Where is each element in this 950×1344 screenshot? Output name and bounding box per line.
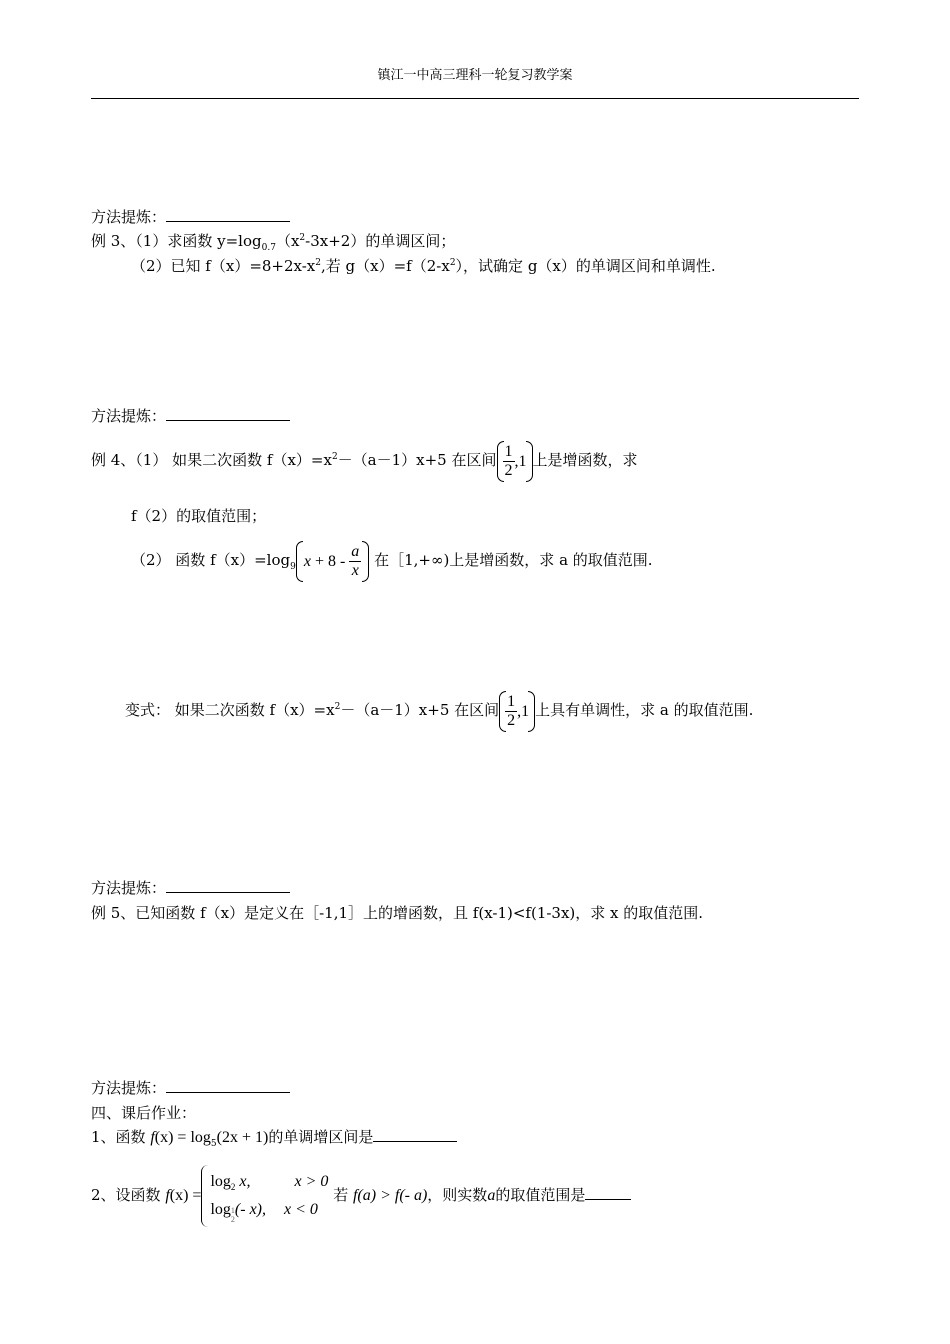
variant-exponent: 2 <box>334 702 341 712</box>
answer-blank[interactable] <box>373 1127 457 1142</box>
example-3-part-1 <box>91 231 455 251</box>
piecewise-brace <box>201 1165 208 1227</box>
section-title: 四、课后作业： <box>91 1104 197 1122</box>
fraction-denominator: 2 <box>504 462 513 479</box>
ex4-text: 上是增函数，求 <box>532 451 638 469</box>
example-5 <box>91 903 703 923</box>
answer-blank[interactable] <box>585 1185 631 1200</box>
fraction-numerator: 1 <box>230 1206 235 1215</box>
fraction-numerator: a <box>351 543 360 560</box>
fraction-numerator: 1 <box>504 443 513 460</box>
section-4-title <box>91 1103 196 1123</box>
fraction-denominator: x <box>351 562 359 579</box>
answer-blank[interactable] <box>166 1078 290 1093</box>
ex3-exponent: 2 <box>299 233 306 243</box>
fraction-denominator: 2 <box>507 712 516 729</box>
log-argument-parens <box>296 541 369 582</box>
ex3-log-base: 0.7 <box>261 243 276 253</box>
variant-text: －（a－1）x+5 在区间 <box>340 701 500 719</box>
hw2-text: ，则实数 <box>427 1186 488 1204</box>
inequality: f(a) > f(- a) <box>352 1187 428 1204</box>
ex4-text: －（a－1）x+5 在区间 <box>337 451 497 469</box>
hw1-text: 1、函数 <box>91 1128 151 1146</box>
method-label: 方法提炼： <box>91 407 167 425</box>
ex4-text: 在［1,+∞)上是增函数，求 a 的取值范围. <box>374 551 653 569</box>
method-summary-3 <box>91 878 290 898</box>
ex3-text: -3x+2）的单调区间； <box>305 232 456 250</box>
ex3-exponent: 2 <box>315 258 322 268</box>
case-condition: x > 0 <box>294 1173 329 1190</box>
interval-parens <box>497 441 533 482</box>
fraction <box>505 693 517 730</box>
example-4-part-1 <box>91 440 638 482</box>
homework-1 <box>91 1127 457 1148</box>
variant-text: 变式： 如果二次函数 f（x）=x <box>125 701 335 719</box>
method-summary-1 <box>91 207 290 227</box>
var-x: x <box>303 552 311 570</box>
method-label: 方法提炼： <box>91 1079 167 1097</box>
ex4-log-base: 9 <box>290 562 296 572</box>
hw2-text: 若 <box>328 1186 353 1204</box>
log-text: = log <box>173 1129 211 1146</box>
expr-plus-8: + 8 - <box>310 552 350 570</box>
log-text: log <box>210 1173 231 1190</box>
case-1 <box>210 1168 328 1196</box>
ex3-exponent: 2 <box>449 258 456 268</box>
hw2-text: 2、设函数 <box>91 1186 166 1204</box>
variant-text: 上具有单调性，求 a 的取值范围. <box>535 701 754 719</box>
log-text: log <box>210 1201 231 1218</box>
ex3-text: 例 3、（1）求函数 y=log <box>91 232 262 250</box>
ex3-text: ,若 g（x）=f（2-x <box>321 257 450 275</box>
fraction <box>503 443 515 480</box>
case-condition: x < 0 <box>284 1201 318 1218</box>
fraction-numerator: 1 <box>507 693 516 710</box>
func-arg: (x) <box>154 1129 174 1146</box>
page-header: 镇江一中高三理科一轮复习教学案 <box>377 68 573 83</box>
fraction <box>349 543 361 580</box>
log-base: 5 <box>210 1139 217 1149</box>
func-f: f <box>150 1129 155 1146</box>
method-label: 方法提炼： <box>91 208 167 226</box>
fraction-denominator: 2 <box>230 1215 235 1224</box>
answer-blank[interactable] <box>166 406 290 421</box>
hw2-text: 的取值范围是 <box>495 1186 586 1204</box>
interval-right: ,1 <box>514 452 527 470</box>
ex3-text: （2）已知 f（x）=8+2x-x <box>131 257 316 275</box>
log-arg: (2x + 1) <box>216 1129 269 1146</box>
var-a: a <box>487 1187 496 1204</box>
method-label: 方法提炼： <box>91 879 167 897</box>
ex4-text: f（2）的取值范围； <box>131 507 267 525</box>
example-4-part-2 <box>131 540 653 582</box>
interval-parens <box>499 691 535 732</box>
ex5-text: 例 5、已知函数 f（x）是定义在［-1,1］上的增函数，且 f(x-1)<f(1-3x)，求 x 的取值范围. <box>91 904 704 922</box>
answer-blank[interactable] <box>166 878 290 893</box>
hw1-text: 的单调增区间是 <box>268 1128 374 1146</box>
ex3-text: （x <box>275 232 300 250</box>
func-def: (x) = <box>169 1187 202 1204</box>
interval-right: ,1 <box>517 702 530 720</box>
func-f: f <box>165 1187 170 1204</box>
answer-blank[interactable] <box>166 207 290 222</box>
case-2 <box>210 1196 328 1224</box>
ex3-text: ），试确定 g（x）的单调区间和单调性. <box>455 257 716 275</box>
piecewise-cases <box>210 1168 328 1224</box>
header-rule <box>91 98 859 99</box>
log-base: 2 <box>230 1182 236 1193</box>
method-summary-2 <box>91 406 290 426</box>
example-4-part-1-cont <box>131 506 266 526</box>
ex4-text: （2） 函数 f（x）=log <box>131 551 291 569</box>
case-expr: (- x), <box>234 1201 266 1218</box>
ex4-exponent: 2 <box>331 452 338 462</box>
homework-2 <box>91 1160 631 1231</box>
case-expr: x, <box>235 1173 251 1190</box>
variant-problem <box>125 690 753 732</box>
ex4-text: 例 4、（1） 如果二次函数 f（x）=x <box>91 451 332 469</box>
method-summary-4 <box>91 1078 290 1098</box>
example-3-part-2 <box>131 256 716 276</box>
